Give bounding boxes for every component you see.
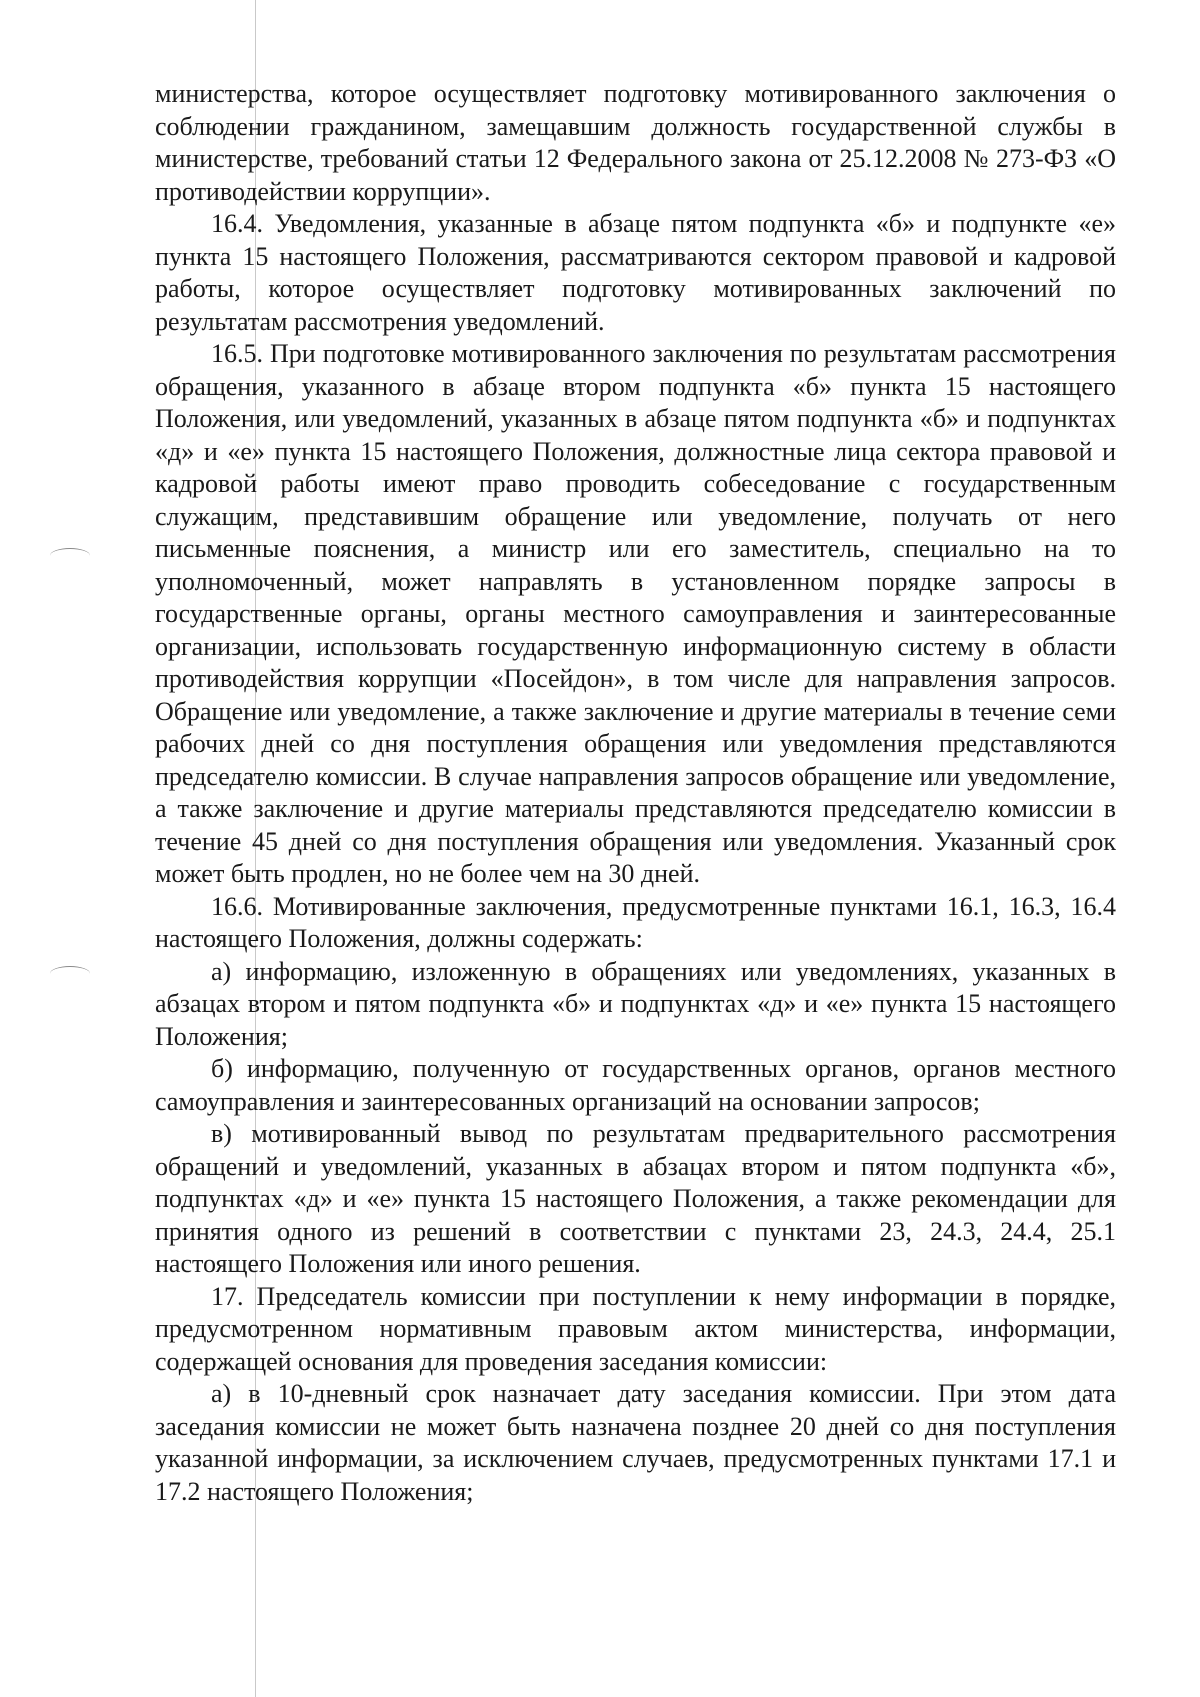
scan-artifact-mark bbox=[50, 966, 90, 981]
document-page bbox=[155, 78, 1116, 1508]
paragraph-continuation: министерства, которое осуществляет подготовку мотивированного заключения о соблюдении гражданином, замещавшим должность государственной службы в министерстве, требований статьи 12 Федерального закона от 25.12.2008 № 273-ФЗ «О противодействии коррупции». bbox=[155, 79, 1116, 206]
paragraph-17: 17. Председатель комиссии при поступлении к нему информации в порядке, предусмотренном нормативным правовым актом министерства, информации, содержащей основания для проведения заседания комиссии: bbox=[155, 1281, 1116, 1376]
paragraph-16-4: 16.4. Уведомления, указанные в абзаце пятом подпункта «б» и подпункте «е» пункта 15 настоящего Положения, рассматриваются сектором правовой и кадровой работы, которое осуществляет подготовку мотивированных заключений по результатам рассмотрения уведомлений. bbox=[155, 209, 1116, 336]
paragraph-16-6: 16.6. Мотивированные заключения, предусмотренные пунктами 16.1, 16.3, 16.4 настоящего Положения, должны содержать: bbox=[155, 891, 1116, 953]
paragraph-16-6-v: в) мотивированный вывод по результатам предварительного рассмотрения обращений и уведомлений, указанных в абзацах втором и пятом подпункта «б», подпунктах «д» и «е» пункта 15 настоящего Положения, а также рекомендации для принятия одного из решений в соответствии с пунктами 23, 24.3, 24.4, 25.1 настоящего Положения или иного решения. bbox=[155, 1119, 1116, 1278]
paragraph-16-6-b: б) информацию, полученную от государственных органов, органов местного самоуправления и заинтересованных организаций на основании запросов; bbox=[155, 1054, 1116, 1116]
paragraph-17-a: а) в 10-дневный срок назначает дату заседания комиссии. При этом дата заседания комиссии не может быть назначена позднее 20 дней со дня поступления указанной информации, за исключением случаев, предусмотренных пунктами 17.1 и 17.2 настоящего Положения; bbox=[155, 1379, 1116, 1506]
paragraph-16-5: 16.5. При подготовке мотивированного заключения по результатам рассмотрения обращения, указанного в абзаце втором подпункта «б» пункта 15 настоящего Положения, или уведомлений, указанных в абзаце пятом подпункта «б» и подпунктах «д» и «е» пункта 15 настоящего Положения, должностные лица сектора правовой и кадровой работы имеют право проводить собеседование с государственным служащим, представившим обращение или уведомление, получать от него письменные пояснения, а министр или его заместитель, специально на то уполномоченный, может направлять в установленном порядке запросы в государственные органы, органы местного самоуправления и заинтересованные организации, использовать государственную информационную систему в области противодействия коррупции «Посейдон», в том числе для направления запросов. Обращение или уведомление, а также заключение и другие материалы в течение семи рабочих дней со дня поступления обращения или уведомления представляются председателю комиссии. В случае направления запросов обращение или уведомление, а также заключение и другие материалы представляются председателю комиссии в течение 45 дней со дня поступления обращения или уведомления. Указанный срок может быть продлен, но не более чем на 30 дней. bbox=[155, 339, 1116, 888]
scan-artifact-mark bbox=[50, 548, 90, 563]
paragraph-16-6-a: а) информацию, изложенную в обращениях или уведомлениях, указанных в абзацах втором и пятом подпункта «б» и подпунктах «д» и «е» пункта 15 настоящего Положения; bbox=[155, 956, 1116, 1051]
